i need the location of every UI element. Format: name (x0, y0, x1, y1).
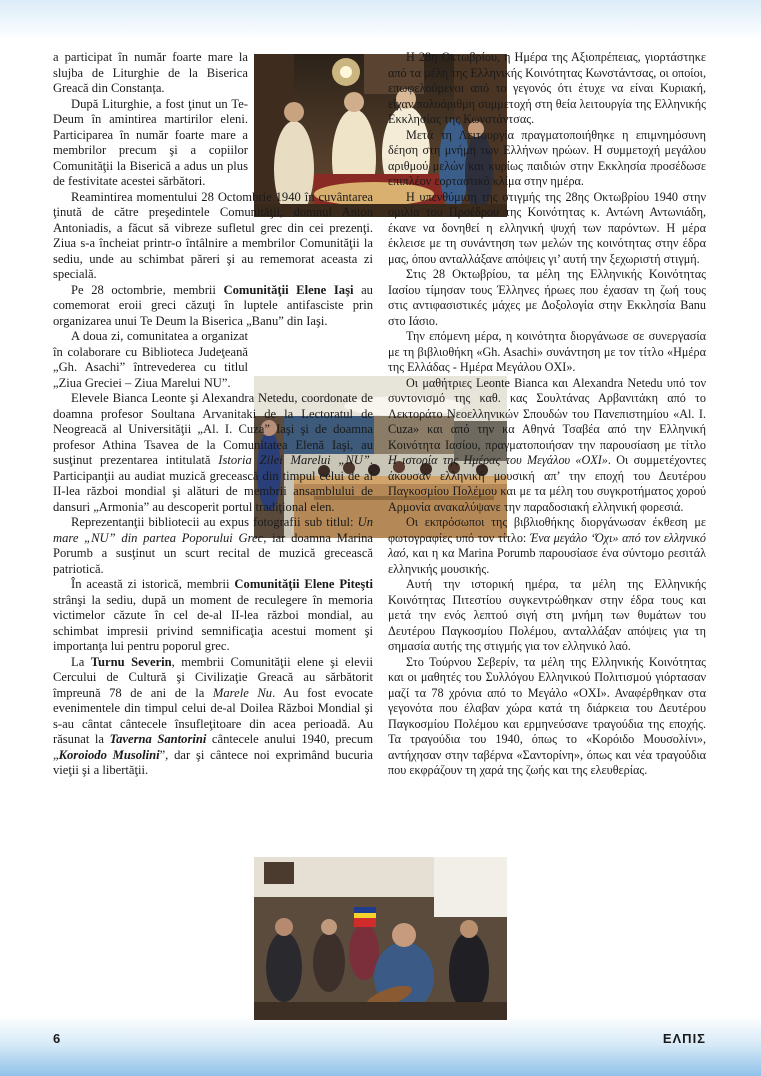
gr-paragraph: Αυτή την ιστορική ημέρα, τα μέλη της Ελληνικής Κοινότητας Πιτεστίου συγκεντρώθηκαν στην έδρα τους και μετά την ενός λεπτού σιγή στη μνήμη των θυμάτων του Δευτέρου Παγκοσμίου Πολέμου, ανταλλάξαν απόψεις για τη σημασία αυτής της στιγμής για τον ελληνικό λαό. (388, 577, 706, 653)
gr-paragraph: Οι εκπρόσωποι της βιβλιοθήκης διοργάνωσαν έκθεση με φωτογραφίες υπό τον τίτλο: Ένα μεγάλο ‘Όχι» από τον ελληνικό λαό, και η κα Marina Porumb παρουσίασε ένα σύντομο ρεσιτάλ ελληνικής μουσικής. (388, 515, 707, 576)
gr-paragraph: Στο Τούρνου Σεβερίν, τα μέλη της Ελληνικής Κοινότητας και οι μαθητές του Συλλόγου Ελληνικού Πολιτισμού γιόρτασαν μαζί τα 78 χρόνια από το Μεγάλο «ΟΧΙ». Αναφέρθηκαν στα γεγονότα που έλαβαν χώρα κατά τη διάρκεια του Δευτέρου Παγκοσμίου Πολέμου και ερμηνεύσανε τραγούδια της εποχής. Τα τραγούδια του 1940, όπως το «Κορόιδο Μουσολίνι», αντήχησαν στην ταβέρνα «Σαντορίνη», όπως και νέα τραγούδια που εκφράζουν τη χαρά της ζωής και της ελευθερίας. (388, 654, 706, 777)
top-gradient-band (0, 0, 761, 40)
ro-paragraph: Reamintirea momentului 28 Octombrie 1940 în cuvântarea ţinută de către preşedintele Comunităţii, domnul Anton Antoniadis, a făcut să vibreze sufletul grec din cei prezenţi. Ziua s-a încheiat printr-o întâlnire a membrilor Comunităţii la sediu, unde au schimbat păreri şi au rememorat aceasta zi specială. (53, 189, 373, 281)
gr-paragraph: Η 28η Οκτωβρίου, η Ημέρα της Αξιοπρέπειας, γιορτάστηκε από τα μέλη της Ελληνικής Κοινότητας Κωνστάντσας, οι οποίοι, επωφελούμενοι από το γεγονός ότι έτυχε να είναι Κυριακή, είχαν πολυάριθμη συμμετοχή στη θεία λειτουργία της Ελληνικής Εκκλησίας της Κωνστάντσας. (388, 50, 706, 126)
ro-paragraph: În această zi istorică, membrii Comunităţii Elene Piteşti strânşi la sediu, după un moment de reculegere în memoria victimelor căzute în cel de-al II-lea război mondial, au schimbat impresii privind semnificaţia acestui moment şi importanţa lui pentru poporul grec. (53, 577, 373, 653)
bottom-gradient-band (0, 1016, 761, 1076)
ro-paragraph: Pe 28 octombrie, membrii Comunităţii Elene Iaşi au comemorat eroii greci căzuţi în luptele antifasciste prin organizarea unui Te Deum la Biserica „Banu” din Iaşi. (53, 282, 373, 328)
ro-paragraph: Elevele Bianca Leonte şi Alexandra Netedu, coordonate de doamna profesor Soultana Arvanitaki de la Lectoratul de Neogreacă al Universităţii „Al. I. Cuza” Iaşi şi de doamna profesor Athina Tsavea de la Comunitatea Elenă Iaşi, au susţinut prezentarea intitulată Istoria Zilei Marelui „NU”. Participanţii au audiat muzică grecească din timpul celui de al II-lea război mondial şi alături de membrii ansamblului de dansuri „Armonia” au descoperit portul tradiţional elen. (53, 391, 373, 514)
gr-paragraph: Στις 28 Οκτωβρίου, τα μέλη της Ελληνικής Κοινότητας Ιασίου τίμησαν τους Έλληνες ήρωες που έχασαν τη ζωή τους στις αντιφασιστικές μάχες με Δοξολογία στην Εκκλησία Banu στο Ιάσιο. (388, 267, 706, 328)
magazine-title: ΕΛΠΙΣ (662, 1031, 706, 1046)
gr-paragraph: Την επόμενη μέρα, η κοινότητα διοργάνωσε σε συνεργασία με τη βιβλιοθήκη «Gh. Asachi» συνάντηση με τον τίτλο «Ημέρα της Ελλάδας - Ημέρα Μεγάλου ΟΧΙ». (388, 329, 706, 374)
photo-taverna-santorini (254, 857, 507, 1020)
gr-paragraph: Μετά τη Λειτουργία πραγματοποιήθηκε η επιμνημόσυνη δέηση στη μνήμη των Ελλήνων ηρώων. Η συμμετοχή μεγάλου αριθμού μελών και κυρίως παιδιών στην Εκκλησία προσέδωσε επιπλέον εορταστικό κλίμα στην ημέρα. (388, 127, 706, 188)
gr-paragraph: Οι μαθήτριες Leonte Bianca και Alexandra Netedu υπό τον συντονισμό της καθ. κας Σουλτάνας Αρβανιτάκη από το Λεκτοράτο Νεοελληνικών Σπουδών του Πανεπιστημίου «Al. I. Cuza» και από την κα Αθηνά Τσαβέα από την Ελληνική Κοινότητα Ιασίου, πραγματοποιήσαν την παρουσίαση με τίτλο Η ιστορία της Ημέρας του Μεγάλου «ΟΧΙ». Οι συμμετέχοντες άκουσαν ελληνική μουσική απ’ την εποχή του Δευτέρου Παγκοσμίου Πολέμου και με τα μέλη του συγκροτήματος χορού Αρμονία ανακαλύψανε την παραδοσιακή ελληνική φορεσιά. (388, 375, 706, 514)
ro-paragraph: A doua zi, comunitatea a organizat în colaborare cu Biblioteca Judeţeană „Gh. Asachi” întrevederea cu titlul „Ziua Greciei – Ziua Marelui NU”. (53, 329, 248, 390)
ro-paragraph: La Turnu Severin, membrii Comunităţii elene şi elevii Cercului de Cultură şi Civilizaţie Greacă au sărbătorit împreună 78 de ani de la Marele Nu. Au fost evocate evenimentele din timpul celui de-al Doilea Război Mondial şi s-au cântat cântecele însufleţitoare din acea perioadă. Au răsunat la Taverna Santorini cântecele anului 1940, precum „Koroiodo Musolini”, dar şi cântece noi exprimând bucuria vieţii şi a libertăţii. (53, 654, 374, 777)
left-column-romanian (53, 50, 373, 779)
ro-paragraph: După Liturghie, a fost ţinut un Te-Deum în amintirea martirilor eleni. Participarea în număr foarte mare a membrilor precum şi a copiilor Comunităţii la Biserică a adus un plus de festivitate acestei sărbători. (53, 96, 248, 188)
gr-paragraph: Η υπενθύμιση της στιγμής της 28ης Οκτωβρίου 1940 στην ομιλία του Προέδρου της Κοινότητας κ. Αντώνη Αντωνιάδη, έκανε να δονηθεί η ελληνική ψυχή των παρόντων. Η μέρα έκλεισε με τη συνάντηση των μελών της κοινότητας στην έδρα μας, όπου ανταλλάξανε απόψεις γι’ αυτή την ξεχωριστή στιγμή. (388, 189, 706, 266)
page-number: 6 (53, 1031, 61, 1046)
right-column-greek (388, 50, 706, 779)
ro-paragraph: a participat în număr foarte mare la slujba de Liturghie de la Biserica Greacă din Constanța. (53, 50, 248, 95)
ro-paragraph: Reprezentanţii bibliotecii au expus fotografii sub titlul: Un mare „NU” din partea Poporului Grec, iar doamna Marina Porumb a susţinut un scurt recital de muzică grecească patriotică. (53, 515, 374, 576)
